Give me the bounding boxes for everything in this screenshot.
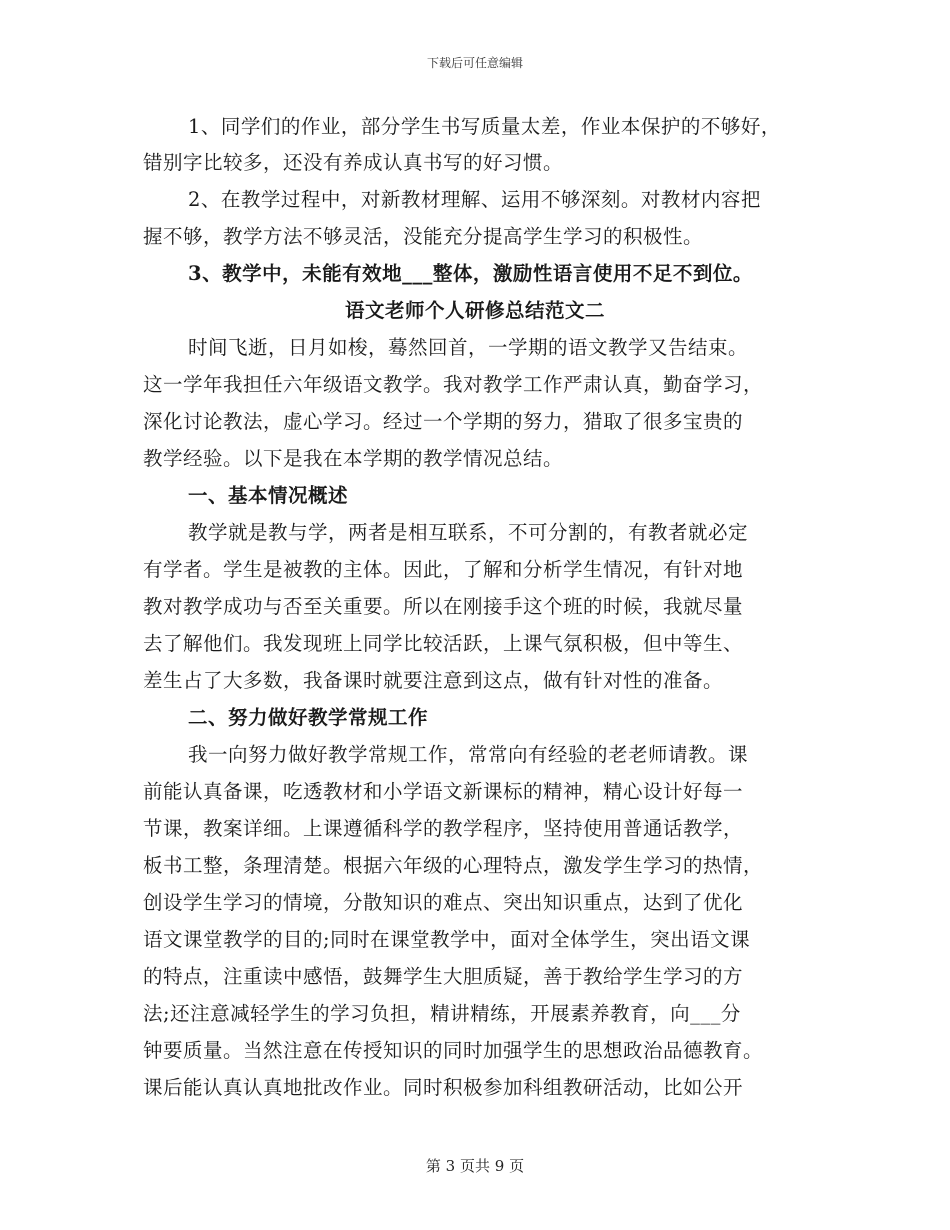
text-line: 这一学年我担任六年级语文教学。我对教学工作严肃认真，勤奋学习， — [143, 373, 764, 396]
text-line: 2、在教学过程中，对新教材理解、运用不够深刻。对教材内容把 — [188, 188, 761, 211]
text-line: 板书工整，条理清楚。根据六年级的心理特点，激发学生学习的热情， — [143, 854, 764, 877]
text-line: 的特点，注重读中感悟，鼓舞学生大胆质疑，善于教给学生学习的方 — [143, 965, 744, 988]
text-line: 教对教学成功与否至关重要。所以在刚接手这个班的时候，我就尽量 — [143, 595, 744, 618]
text-line: 握不够，教学方法不够灵活，没能充分提高学生学习的积极性。 — [143, 225, 704, 248]
text-line: 深化讨论教法，虚心学习。经过一个学期的努力，猎取了很多宝贵的 — [143, 410, 744, 433]
text-line-bold: 3、教学中，未能有效地___整体，激励性语言使用不足不到位。 — [188, 262, 753, 285]
subsection-heading: 一、基本情况概述 — [188, 484, 349, 507]
text-line: 创设学生学习的情境，分散知识的难点、突出知识重点，达到了优化 — [143, 891, 744, 914]
page-footer: 第 3 页共 9 页 — [425, 1157, 525, 1175]
subsection-heading: 二、努力做好教学常规工作 — [188, 706, 429, 729]
text-line: 教学经验。以下是我在本学期的教学情况总结。 — [143, 447, 564, 470]
text-line: 法;还注意减轻学生的学习负担，精讲精练，开展素养教育，向___分 — [143, 1002, 741, 1025]
page-header: 下载后可任意编辑 — [426, 56, 523, 70]
text-line: 去了解他们。我发现班上同学比较活跃，上课气氛积极，但中等生、 — [143, 632, 744, 655]
text-line: 节课，教案详细。上课遵循科学的教学程序，坚持使用普通话教学， — [143, 817, 744, 840]
text-line: 有学者。学生是被教的主体。因此，了解和分析学生情况，有针对地 — [143, 558, 744, 581]
text-line: 钟要质量。当然注意在传授知识的同时加强学生的思想政治品德教育。 — [143, 1039, 764, 1062]
text-line: 1、同学们的作业，部分学生书写质量太差，作业本保护的不够好， — [188, 115, 781, 138]
text-line: 语文课堂教学的目的;同时在课堂教学中，面对全体学生，突出语文课 — [143, 928, 751, 951]
text-line: 时间飞逝，日月如梭，蓦然回首，一学期的语文教学又告结束。 — [188, 336, 749, 359]
text-line: 教学就是教与学，两者是相互联系，不可分割的，有教者就必定 — [188, 521, 749, 544]
text-line: 前能认真备课，吃透教材和小学语文新课标的精神，精心设计好每一 — [143, 780, 744, 803]
text-line: 差生占了大多数，我备课时就要注意到这点，做有针对性的准备。 — [143, 669, 724, 692]
text-line: 错别字比较多，还没有养成认真书写的好习惯。 — [143, 151, 564, 174]
text-line: 课后能认真认真地批改作业。同时积极参加科组教研活动，比如公开 — [143, 1076, 744, 1099]
text-line: 我一向努力做好教学常规工作，常常向有经验的老老师请教。课 — [188, 743, 749, 766]
section-title: 语文老师个人研修总结范文二 — [344, 299, 605, 322]
